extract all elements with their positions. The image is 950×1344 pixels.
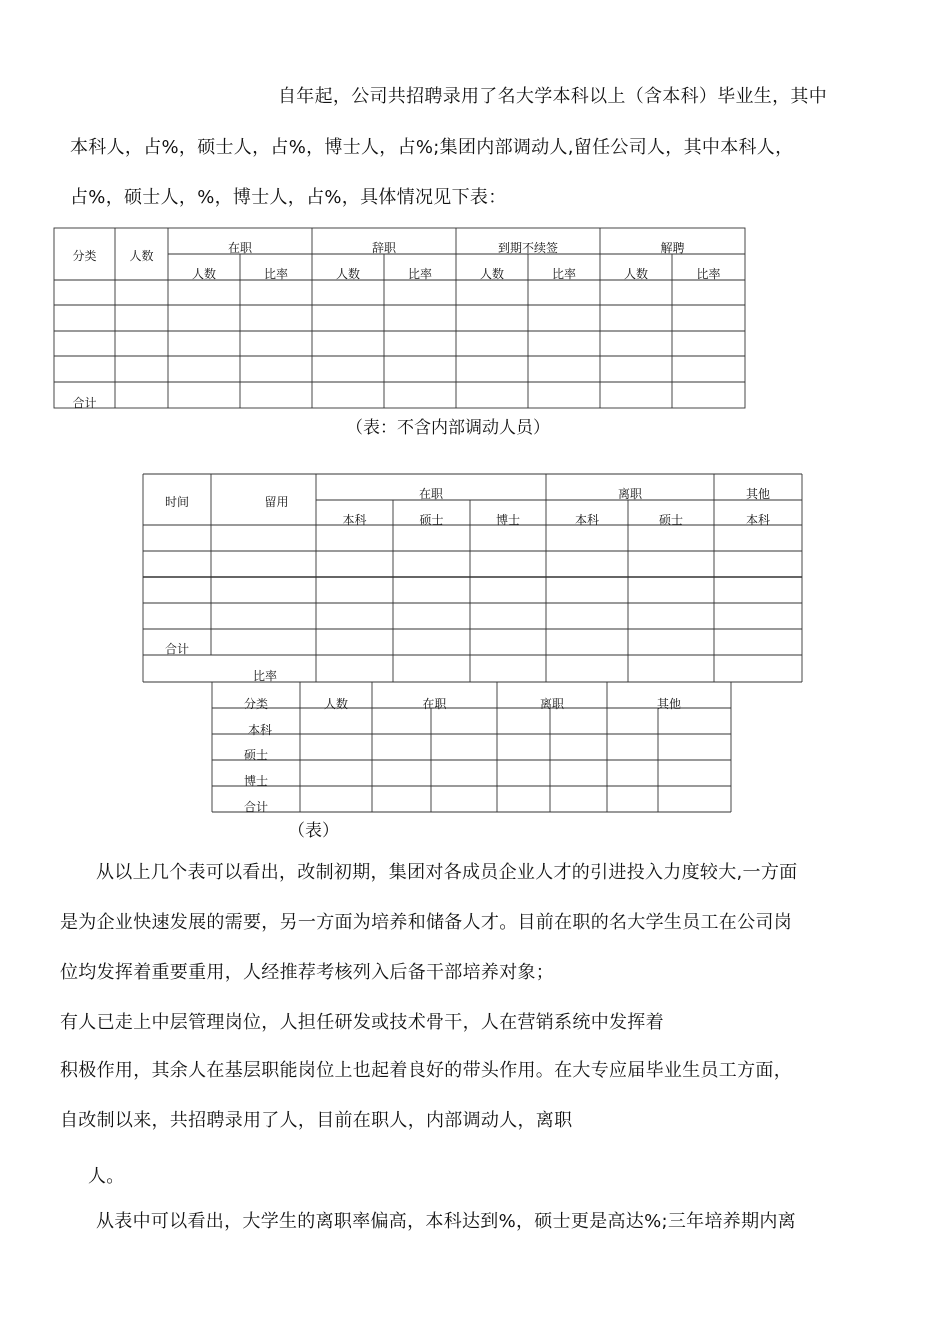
body-p2-line3: 自改制以来，共招聘录用了人，目前在职人，内部调动人，离职 [60,1110,573,1131]
body-p2-line4: 人。 [88,1166,125,1187]
t1-header-category: 分类 [72,249,97,263]
t2-group-left: 离职 [617,487,642,501]
t1-caption: （表：不含内部调动人员） [346,418,550,438]
t3-row-doctor: 博士 [243,774,268,788]
t3-caption: （表） [288,821,339,841]
body-p3-line1: 从表中可以看出，大学生的离职率偏高，本科达到%，硕士更是高达%;三年培养期内离 [96,1211,796,1232]
t1-total-label: 合计 [72,396,97,410]
intro-line-1: 自年起，公司共招聘录用了名大学本科以上（含本科）毕业生，其中 [278,86,827,107]
body-p2-line2: 积极作用，其余人在基层职能岗位上也起着良好的带头作用。在大专应届毕业生员工方面， [60,1060,792,1081]
intro-line-2: 本科人，占%，硕士人，占%，博士人，占%;集团内部调动人,留任公司人，其中本科人， [70,137,794,158]
t1-sub-count: 人数 [191,267,216,281]
t3-header-employed: 在职 [422,697,447,711]
t2-sub-bachelor-other: 本科 [745,513,770,527]
t2-header-retain: 留用 [264,495,289,509]
t3-row-master: 硕士 [243,748,268,762]
t2-header-time: 时间 [164,495,189,509]
t2-sub-bachelor-left: 本科 [574,513,599,527]
t1-group-dismissed: 解聘 [660,241,685,255]
t3-row-bachelor: 本科 [247,723,272,737]
t1-sub-rate: 比率 [551,267,576,281]
t2-group-employed: 在职 [418,487,443,501]
t1-sub-rate: 比率 [696,267,721,281]
t1-sub-count: 人数 [335,267,360,281]
t1-sub-count: 人数 [479,267,504,281]
t3-row-total: 合计 [243,800,268,814]
t1-sub-rate: 比率 [407,267,432,281]
body-p1-line1: 从以上几个表可以看出，改制初期，集团对各成员企业人才的引进投入力度较大,一方面 [96,862,798,883]
t3-header-other: 其他 [656,697,681,711]
t1-group-employed: 在职 [227,241,252,255]
t1-sub-rate: 比率 [263,267,288,281]
t3-header-count: 人数 [323,697,348,711]
body-p2-line1: 有人已走上中层管理岗位，人担任研发或技术骨干，人在营销系统中发挥着 [60,1012,664,1033]
intro-line-3: 占%，硕士人，%，博士人，占%，具体情况见下表： [70,187,507,208]
t2-group-other: 其他 [745,487,770,501]
t1-header-count: 人数 [129,249,154,263]
t2-sub-master: 硕士 [419,513,444,527]
t2-rate-label: 比率 [252,669,277,683]
t2-total-label: 合计 [164,642,189,656]
t1-sub-count: 人数 [623,267,648,281]
t2-sub-doctor: 博士 [495,513,520,527]
body-p1-line3: 位均发挥着重要重用，人经推荐考核列入后备干部培养对象； [60,962,555,983]
t1-group-resigned: 辞职 [371,241,396,255]
body-p1-line2: 是为企业快速发展的需要，另一方面为培养和储备人才。目前在职的名大学生员工在公司岗 [60,912,792,933]
t3-header-left: 离职 [539,697,564,711]
t2-sub-bachelor: 本科 [342,513,367,527]
t3-header-category: 分类 [243,697,268,711]
t1-group-not-renewed: 到期不续签 [497,241,558,255]
t2-sub-master-left: 硕士 [658,513,683,527]
